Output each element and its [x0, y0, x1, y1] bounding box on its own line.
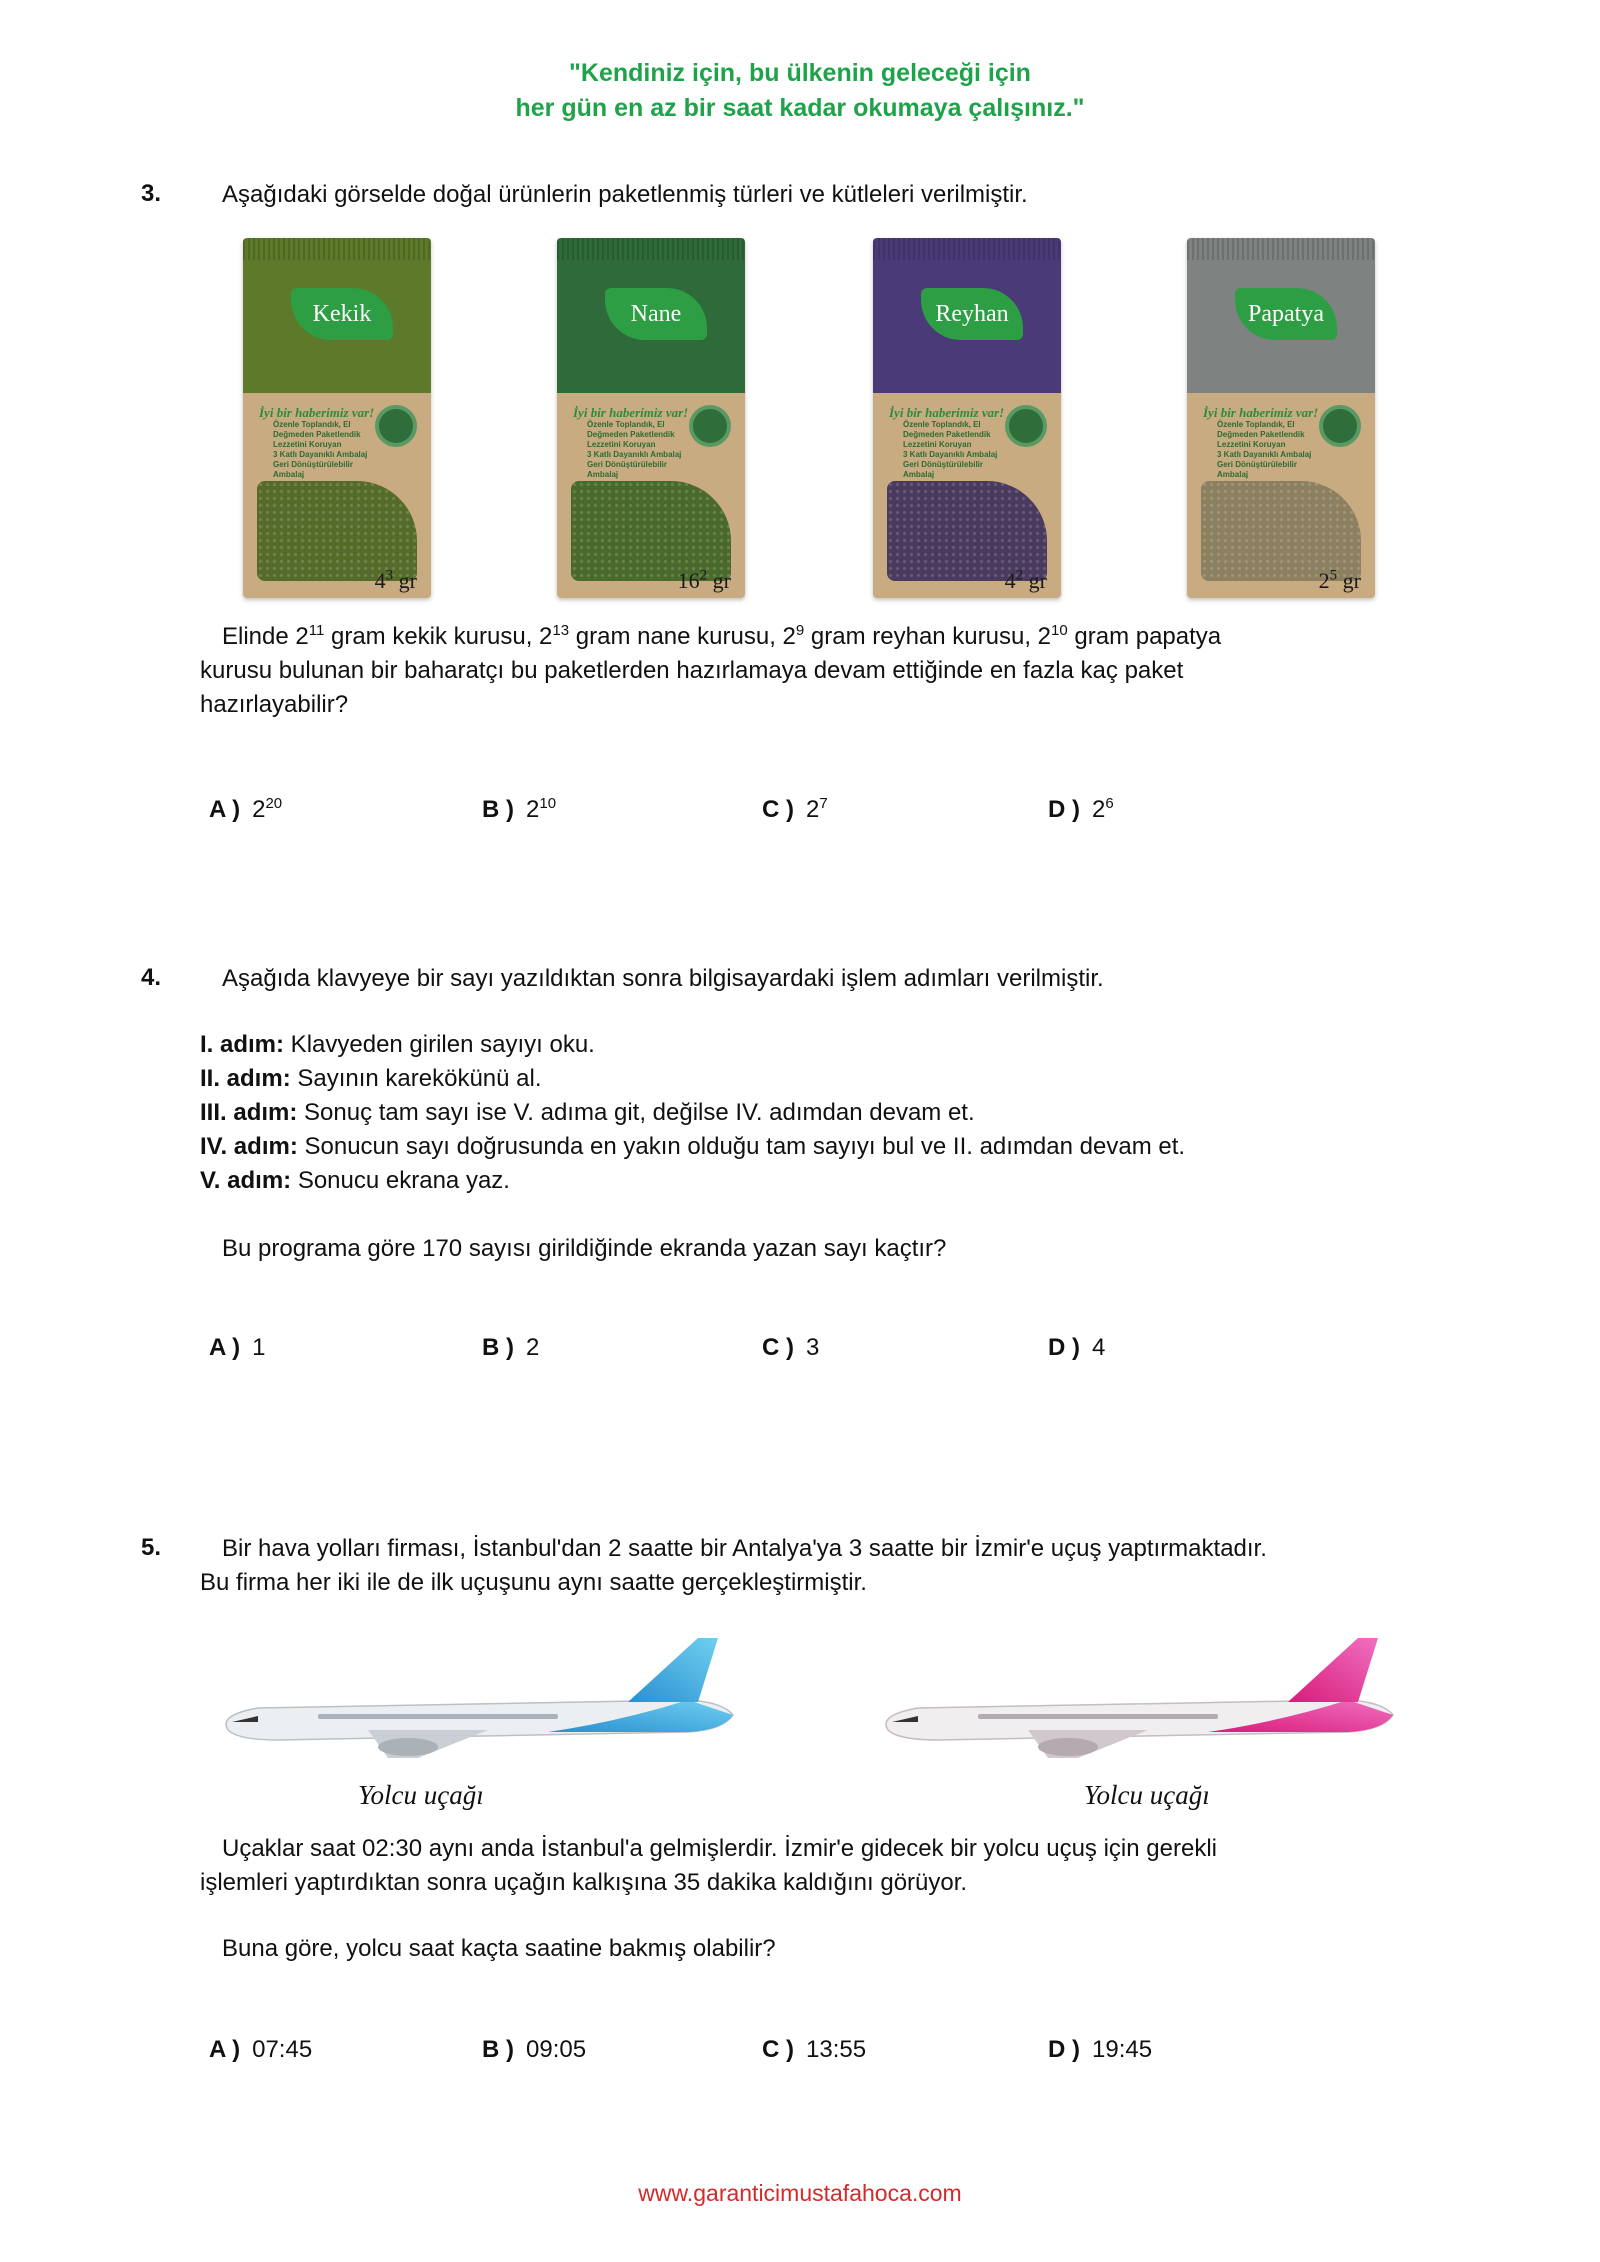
mass-exponent: 3 [385, 567, 394, 584]
header-quote-line1: "Kendiniz için, bu ülkenin geleceği için [569, 59, 1031, 87]
mass-base: 4 [1004, 568, 1016, 593]
option-exponent: 10 [539, 795, 557, 812]
package-label-text [259, 405, 399, 480]
mass-exponent: 2 [699, 567, 708, 584]
option-value: 19:45 [1092, 2036, 1153, 2063]
exponent: 11 [308, 622, 325, 639]
question-3-body-line1 [222, 620, 1422, 654]
label-line: Değmeden Paketlendik [587, 430, 675, 439]
label-line: Değmeden Paketlendik [273, 430, 361, 439]
question-3-body-line3: hazırlayabilir? [200, 691, 349, 718]
package-label-text [1203, 405, 1343, 480]
q4-option-d[interactable] [1048, 1334, 1105, 1362]
package-name: Kekik [312, 301, 372, 327]
package-top [243, 238, 431, 393]
body-text: gram papatya [1067, 623, 1222, 650]
mass-unit: gr [712, 568, 731, 593]
option-base: 2 [526, 796, 540, 823]
label-line: Ambalaj [587, 470, 619, 479]
header-quote [0, 56, 1600, 126]
option-letter: D ) [1048, 796, 1080, 823]
package-mass [375, 568, 417, 594]
q5-option-c[interactable] [762, 2036, 866, 2064]
step-4 [200, 1130, 1185, 1164]
tail-fin [1288, 1638, 1378, 1702]
option-letter: D ) [1048, 1334, 1080, 1361]
step-label: IV. adım: [200, 1133, 298, 1160]
label-line: Geri Dönüştürülebilir [903, 460, 984, 469]
question-4-question: Bu programa göre 170 sayısı girildiğinde ekranda yazan sayı kaçtır? [222, 1235, 947, 1262]
package-label-text [889, 405, 1029, 480]
tail-fin [628, 1638, 718, 1702]
step-3 [200, 1096, 975, 1130]
step-label: II. adım: [200, 1065, 291, 1092]
mass-base: 4 [374, 568, 386, 593]
label-line: Ambalaj [273, 470, 305, 479]
q5-option-a[interactable] [209, 2036, 312, 2064]
leaf-label [921, 288, 1023, 340]
label-line: Geri Dönüştürülebilir [1217, 460, 1298, 469]
leaf-label [291, 288, 393, 340]
body-text: Elinde 2 [222, 623, 309, 650]
product-window [571, 481, 731, 581]
package-reyhan [873, 238, 1061, 598]
exponent: 9 [795, 622, 805, 639]
plane-image-pink [878, 1630, 1398, 1770]
package-kekik [243, 238, 431, 598]
plane-image-blue [218, 1630, 738, 1770]
label-line: 3 Katlı Dayanıklı Ambalaj [273, 450, 368, 459]
package-mass [678, 568, 731, 594]
option-value: 1 [252, 1334, 266, 1361]
step-label: V. adım: [200, 1167, 292, 1194]
leaf-label [605, 288, 707, 340]
option-letter: B ) [482, 796, 514, 823]
option-value: 4 [1092, 1334, 1106, 1361]
package-name: Reyhan [935, 301, 1009, 327]
step-text: Sonuç tam sayı ise V. adıma git, değilse IV. adımdan devam et. [297, 1099, 975, 1126]
product-window [887, 481, 1047, 581]
label-line: Özenle Toplandık, El [587, 420, 665, 429]
q4-option-a[interactable] [209, 1334, 265, 1362]
mass-unit: gr [1342, 568, 1361, 593]
q3-option-a[interactable] [209, 796, 282, 824]
question-3-number: 3. [141, 180, 162, 207]
option-letter: C ) [762, 796, 794, 823]
mass-unit: gr [1028, 568, 1047, 593]
q4-option-c[interactable] [762, 1334, 819, 1362]
option-value: 2 [526, 1334, 540, 1361]
option-base: 2 [252, 796, 266, 823]
package-seal-strip [243, 238, 431, 260]
question-3-body-line2: kurusu bulunan bir baharatçı bu paketlerden hazırlamaya devam ettiğinde en fazla kaç paket [200, 657, 1184, 684]
label-title: İyi bir haberimiz var! [889, 405, 1005, 420]
label-line: Ambalaj [903, 470, 935, 479]
package-top [873, 238, 1061, 393]
step-text: Sonucun sayı doğrusunda en yakın olduğu tam sayıyı bul ve II. adımdan devam et. [297, 1133, 1186, 1160]
windows [318, 1714, 558, 1719]
option-letter: A ) [209, 1334, 241, 1361]
step-text: Sonucu ekrana yaz. [291, 1167, 510, 1194]
label-line: Özenle Toplandık, El [273, 420, 351, 429]
package-seal-strip [557, 238, 745, 260]
package-kraft-panel [557, 393, 745, 598]
label-line: Geri Dönüştürülebilir [587, 460, 668, 469]
package-nane [557, 238, 745, 598]
label-title: İyi bir haberimiz var! [573, 405, 689, 420]
mass-exponent: 2 [1015, 567, 1024, 584]
engine [1038, 1738, 1098, 1756]
question-5-para1: Uçaklar saat 02:30 aynı anda İstanbul'a gelmişlerdir. İzmir'e gidecek bir yolcu uçuş için gerekli [222, 1835, 1217, 1862]
label-line: Özenle Toplandık, El [1217, 420, 1295, 429]
label-title: İyi bir haberimiz var! [1203, 405, 1319, 420]
label-line: Özenle Toplandık, El [903, 420, 981, 429]
mass-base: 16 [677, 568, 700, 593]
package-kraft-panel [243, 393, 431, 598]
option-letter: C ) [762, 1334, 794, 1361]
package-label-text [573, 405, 713, 480]
option-letter: A ) [209, 2036, 241, 2063]
option-letter: A ) [209, 796, 241, 823]
exponent: 10 [1051, 622, 1068, 639]
label-line: 3 Katlı Dayanıklı Ambalaj [903, 450, 998, 459]
option-base: 2 [806, 796, 820, 823]
label-line: Lezzetini Koruyan [1217, 440, 1286, 449]
option-letter: D ) [1048, 2036, 1080, 2063]
question-3-intro: Aşağıdaki görselde doğal ürünlerin paketlenmiş türleri ve kütleleri verilmiştir. [222, 181, 1028, 208]
package-papatya [1187, 238, 1375, 598]
option-letter: B ) [482, 1334, 514, 1361]
option-value: 13:55 [806, 2036, 867, 2063]
package-name: Papatya [1248, 301, 1324, 327]
label-line: 3 Katlı Dayanıklı Ambalaj [587, 450, 682, 459]
footer-website-link[interactable]: www.garanticimustafahoca.com [638, 2180, 962, 2206]
header-quote-line2: her gün en az bir saat kadar okumaya çalışınız." [515, 94, 1085, 122]
product-window [257, 481, 417, 581]
mass-unit: gr [398, 568, 417, 593]
option-exponent: 6 [1105, 795, 1114, 812]
option-letter: C ) [762, 2036, 794, 2063]
label-line: Lezzetini Koruyan [587, 440, 656, 449]
label-line: Lezzetini Koruyan [903, 440, 972, 449]
q4-option-b[interactable] [482, 1334, 539, 1362]
label-line: Değmeden Paketlendik [1217, 430, 1305, 439]
package-name: Nane [630, 301, 682, 327]
body-text: gram reyhan kurusu, 2 [804, 623, 1052, 650]
question-4-intro: Aşağıda klavyeye bir sayı yazıldıktan sonra bilgisayardaki işlem adımları verilmiştir. [222, 965, 1104, 992]
package-top [557, 238, 745, 393]
mass-base: 2 [1318, 568, 1330, 593]
question-5-number: 5. [141, 1534, 162, 1561]
windows [978, 1714, 1218, 1719]
label-line: Değmeden Paketlendik [903, 430, 991, 439]
label-line: Lezzetini Koruyan [273, 440, 342, 449]
question-4-number: 4. [141, 964, 162, 991]
label-line: Ambalaj [1217, 470, 1249, 479]
option-exponent: 7 [819, 795, 828, 812]
package-kraft-panel [1187, 393, 1375, 598]
package-seal-strip [1187, 238, 1375, 260]
label-line: 3 Katlı Dayanıklı Ambalaj [1217, 450, 1312, 459]
option-value: 07:45 [252, 2036, 313, 2063]
label-title: İyi bir haberimiz var! [259, 405, 375, 420]
label-line: Geri Dönüştürülebilir [273, 460, 354, 469]
body-text: gram kekik kurusu, 2 [324, 623, 553, 650]
step-text: Sayının karekökünü al. [290, 1065, 542, 1092]
plane-caption-right: Yolcu uçağı [1084, 1780, 1210, 1810]
package-kraft-panel [873, 393, 1061, 598]
step-label: III. adım: [200, 1099, 298, 1126]
q5-option-b[interactable] [482, 2036, 586, 2064]
package-mass [1319, 568, 1361, 594]
step-text: Klavyeden girilen sayıyı oku. [284, 1031, 595, 1058]
package-seal-strip [873, 238, 1061, 260]
question-5-question: Buna göre, yolcu saat kaçta saatine bakmış olabilir? [222, 1935, 776, 1962]
exponent: 13 [552, 622, 570, 639]
step-1 [200, 1028, 595, 1062]
plane-caption-left: Yolcu uçağı [358, 1780, 484, 1810]
option-letter: B ) [482, 2036, 514, 2063]
package-mass [1005, 568, 1047, 594]
step-label: I. adım: [200, 1031, 285, 1058]
question-5-para2: işlemleri yaptırdıktan sonra uçağın kalkışına 35 dakika kaldığını görüyor. [200, 1869, 968, 1896]
question-5-line1: Bir hava yolları firması, İstanbul'dan 2 saatte bir Antalya'ya 3 saatte bir İzmir'e uçuş yaptırmaktadır. [222, 1535, 1267, 1562]
product-window [1201, 481, 1361, 581]
q3-option-c[interactable] [762, 796, 828, 824]
engine [378, 1738, 438, 1756]
step-2 [200, 1062, 542, 1096]
question-5-line2: Bu firma her iki ile de ilk uçuşunu aynı saatte gerçekleştirmiştir. [200, 1569, 867, 1596]
option-value: 3 [806, 1334, 820, 1361]
q3-option-d[interactable] [1048, 796, 1114, 824]
q5-option-d[interactable] [1048, 2036, 1152, 2064]
body-text: gram nane kurusu, 2 [569, 623, 796, 650]
mass-exponent: 5 [1329, 567, 1338, 584]
leaf-label [1235, 288, 1337, 340]
option-exponent: 20 [265, 795, 283, 812]
q3-option-b[interactable] [482, 796, 556, 824]
option-base: 2 [1092, 796, 1106, 823]
package-top [1187, 238, 1375, 393]
option-value: 09:05 [526, 2036, 587, 2063]
step-5 [200, 1164, 510, 1198]
